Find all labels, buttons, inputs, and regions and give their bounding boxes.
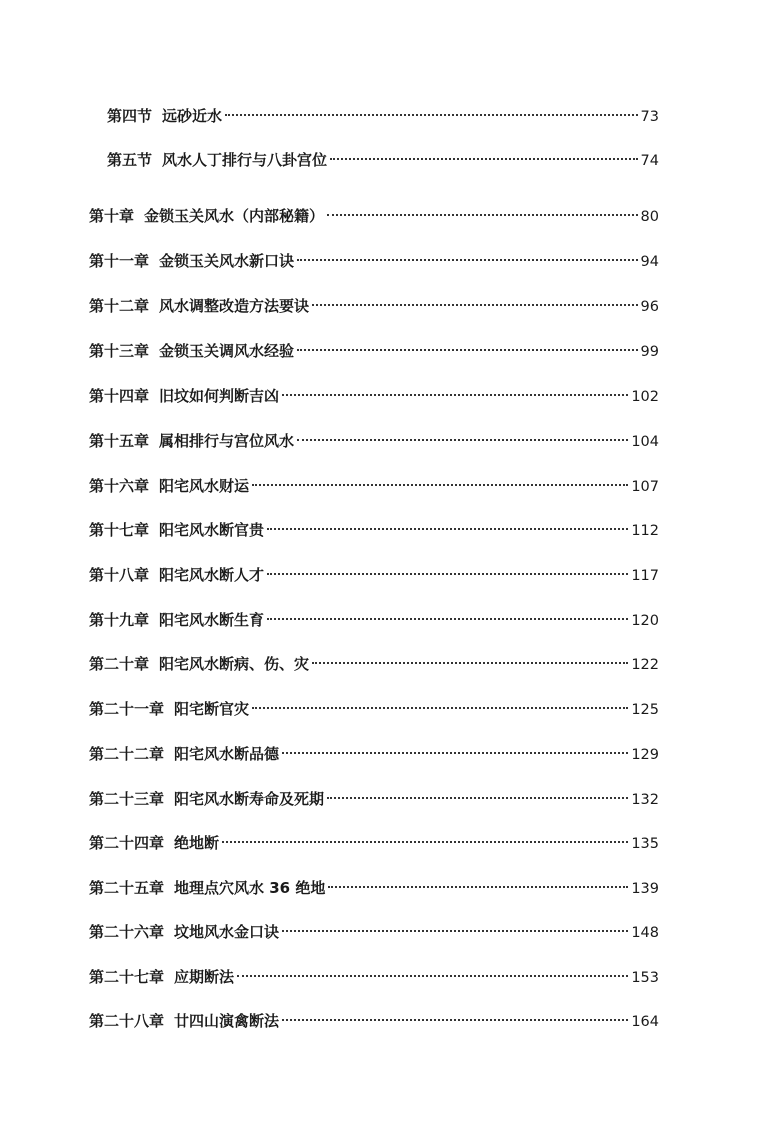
toc-entry-page: 112 — [631, 523, 659, 539]
toc-entry-number: 第十章 — [89, 207, 135, 225]
toc-entry[interactable] — [107, 104, 659, 128]
toc-entry-page: 117 — [631, 568, 659, 584]
dot-leader — [312, 662, 628, 664]
dot-leader — [282, 930, 628, 932]
dot-leader — [282, 1019, 628, 1021]
toc-entry[interactable] — [89, 652, 659, 676]
toc-entry-title: 金锁玉关风水（内部秘籍） — [144, 207, 325, 225]
toc-entry[interactable] — [89, 384, 659, 408]
toc-entry-title: 阳宅风水断品德 — [174, 745, 280, 763]
toc-entry-number: 第十一章 — [89, 252, 150, 270]
toc-entry-number: 第二十八章 — [89, 1012, 165, 1030]
toc-entry-page: 104 — [631, 434, 659, 450]
toc-entry-page: 120 — [631, 613, 659, 629]
toc-entry-page: 122 — [631, 657, 659, 673]
toc-entry-number: 第二十一章 — [89, 700, 165, 718]
dot-leader — [252, 707, 628, 709]
toc-entry[interactable] — [89, 876, 659, 900]
toc-entry-page: 94 — [640, 254, 659, 270]
toc-entry-title: 绝地断 — [174, 834, 220, 852]
toc-entry-number: 第十七章 — [89, 521, 150, 539]
toc-entry-title: 阳宅风水断人才 — [159, 566, 265, 584]
toc-entry[interactable] — [89, 608, 659, 632]
toc-entry-page: 125 — [631, 702, 659, 718]
toc-entry-title: 风水人丁排行与八卦宫位 — [162, 151, 328, 169]
dot-leader — [237, 975, 628, 977]
toc-entry-number: 第二十四章 — [89, 834, 165, 852]
toc-entry[interactable] — [89, 204, 659, 228]
dot-leader — [267, 618, 628, 620]
toc-entry-page: 153 — [631, 970, 659, 986]
toc-entry-number: 第四节 — [107, 107, 153, 125]
toc-entry-title: 阳宅风水断官贵 — [159, 521, 265, 539]
toc-entry-title: 属相排行与宫位风水 — [159, 432, 295, 450]
toc-entry[interactable] — [89, 1009, 659, 1033]
dot-leader — [312, 304, 638, 306]
toc-entry[interactable] — [89, 831, 659, 855]
toc-entry-page: 99 — [640, 344, 659, 360]
toc-entry-title: 金锁玉关调风水经验 — [159, 342, 295, 360]
toc-entry-page: 80 — [640, 209, 659, 225]
toc-entry-title: 地理点穴风水 36 绝地 — [174, 879, 326, 897]
toc-entry-page: 129 — [631, 747, 659, 763]
toc-entry-page: 148 — [631, 925, 659, 941]
toc-entry-number: 第二十五章 — [89, 879, 165, 897]
toc-entry-page: 164 — [631, 1014, 659, 1030]
toc-entry-title: 阳宅断官灾 — [174, 700, 250, 718]
toc-entry-title: 远砂近水 — [162, 107, 223, 125]
toc-entry-number: 第十九章 — [89, 611, 150, 629]
toc-entry-number: 第十四章 — [89, 387, 150, 405]
toc-entry[interactable] — [89, 920, 659, 944]
toc-entry-number: 第二十章 — [89, 655, 150, 673]
toc-entry[interactable] — [89, 697, 659, 721]
toc-entry-page: 132 — [631, 792, 659, 808]
toc-entry-title: 金锁玉关风水新口诀 — [159, 252, 295, 270]
toc-entry-page: 107 — [631, 479, 659, 495]
dot-leader — [297, 439, 628, 441]
dot-leader — [328, 886, 628, 888]
dot-leader — [297, 259, 638, 261]
toc-entry-title: 阳宅风水财运 — [159, 477, 250, 495]
toc-entry[interactable] — [89, 294, 659, 318]
toc-entry-page: 73 — [640, 109, 659, 125]
toc-entry-page: 139 — [631, 881, 659, 897]
dot-leader — [327, 797, 628, 799]
dot-leader — [267, 573, 628, 575]
toc-entry[interactable] — [89, 518, 659, 542]
dot-leader — [252, 484, 628, 486]
dot-leader — [297, 349, 638, 351]
toc-entry[interactable] — [89, 429, 659, 453]
toc-entry[interactable] — [107, 148, 659, 172]
toc-entry-title: 阳宅风水断寿命及死期 — [174, 790, 325, 808]
toc-entry-title: 风水调整改造方法要诀 — [159, 297, 310, 315]
dot-leader — [225, 114, 638, 116]
toc-entry-page: 102 — [631, 389, 659, 405]
toc-entry-number: 第十二章 — [89, 297, 150, 315]
toc-entry[interactable] — [89, 742, 659, 766]
toc-entry-page: 135 — [631, 836, 659, 852]
dot-leader — [327, 214, 638, 216]
toc-entry-title: 阳宅风水断生育 — [159, 611, 265, 629]
dot-leader — [267, 528, 628, 530]
toc-entry-number: 第二十七章 — [89, 968, 165, 986]
toc-entry[interactable] — [89, 339, 659, 363]
toc-entry-number: 第十八章 — [89, 566, 150, 584]
toc-entry-number: 第二十三章 — [89, 790, 165, 808]
toc-entry[interactable] — [89, 787, 659, 811]
toc-entry-number: 第十六章 — [89, 477, 150, 495]
toc-entry-page: 74 — [640, 153, 659, 169]
toc-entry-number: 第十五章 — [89, 432, 150, 450]
toc-entry-page: 96 — [640, 299, 659, 315]
toc-entry-title: 旧坟如何判断吉凶 — [159, 387, 280, 405]
dot-leader — [330, 158, 638, 160]
dot-leader — [222, 841, 628, 843]
toc-entry-title: 坟地风水金口诀 — [174, 923, 280, 941]
toc-entry-number: 第十三章 — [89, 342, 150, 360]
toc-entry-title: 阳宅风水断病、伤、灾 — [159, 655, 310, 673]
toc-entry[interactable] — [89, 563, 659, 587]
toc-entry-number: 第二十二章 — [89, 745, 165, 763]
dot-leader — [282, 752, 628, 754]
toc-entry[interactable] — [89, 965, 659, 989]
toc-entry-title: 廿四山演禽断法 — [174, 1012, 280, 1030]
toc-entry[interactable] — [89, 474, 659, 498]
toc-entry-title: 应期断法 — [174, 968, 235, 986]
toc-entry-number: 第五节 — [107, 151, 153, 169]
toc-entry-number: 第二十六章 — [89, 923, 165, 941]
toc-entry[interactable] — [89, 249, 659, 273]
dot-leader — [282, 394, 628, 396]
